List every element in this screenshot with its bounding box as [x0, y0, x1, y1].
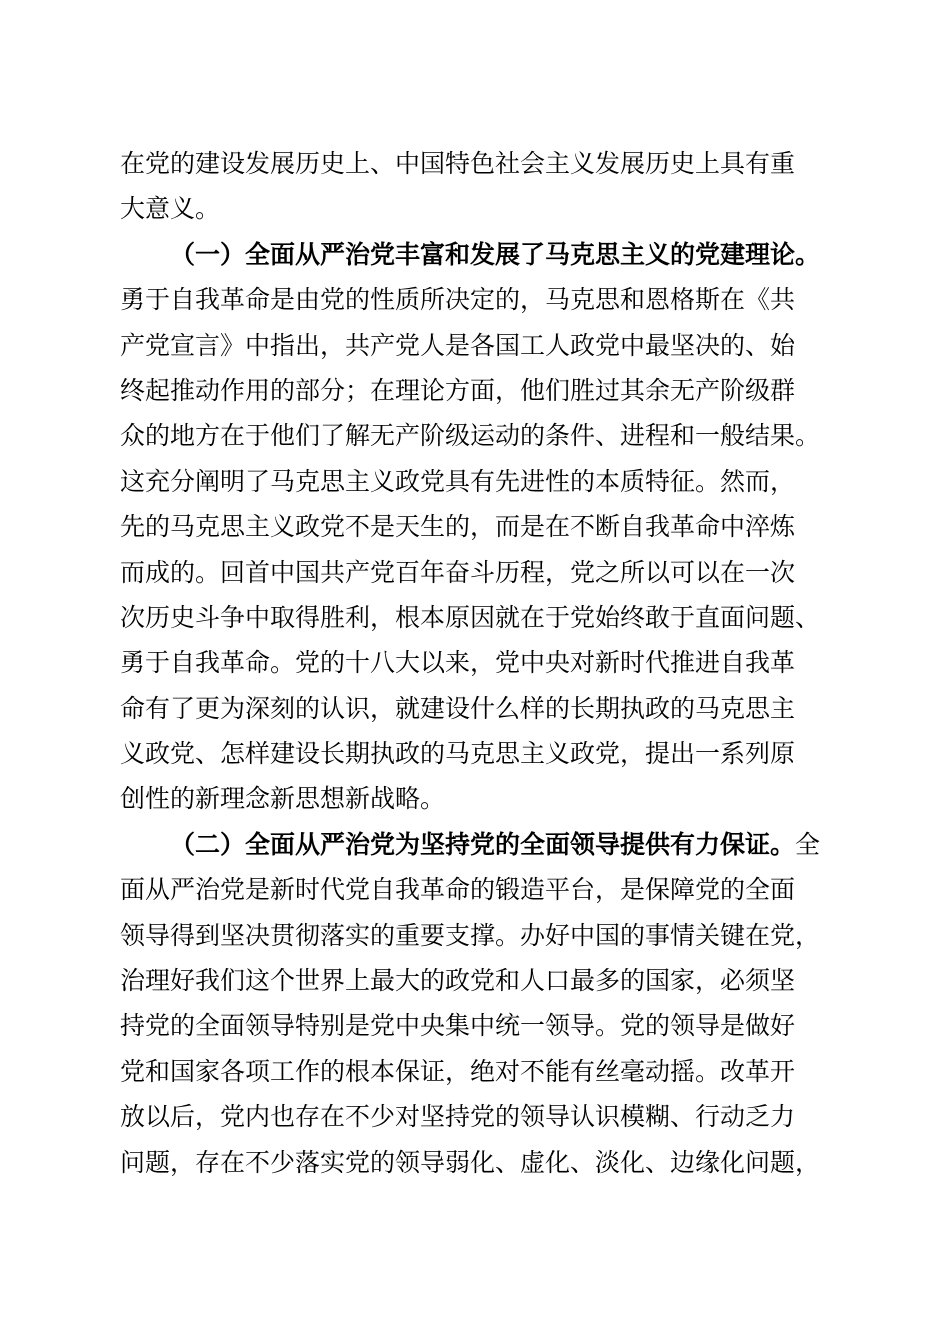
text-line: 勇于自我革命是由党的性质所决定的，马克思和恩格斯在《共 — [120, 285, 796, 315]
text-line: 先的马克思主义政党不是天生的，而是在不断自我革命中淬炼 — [120, 512, 796, 542]
section-heading-2: （二）全面从严治党为坚持党的全面领导提供有力保证。 — [170, 829, 796, 859]
document-body — [120, 141, 840, 1185]
text-line: 大意义。 — [120, 194, 221, 224]
text-line: 创性的新理念新思想新战略。 — [120, 784, 446, 814]
text-line: 终起推动作用的部分；在理论方面，他们胜过其余无产阶级群 — [120, 375, 796, 405]
section-heading-line — [120, 232, 840, 277]
text-line: 领导得到坚决贯彻落实的重要支撑。办好中国的事情关键在党， — [120, 920, 821, 950]
text-line: 众的地方在于他们了解无产阶级运动的条件、进程和一般结果。 — [120, 421, 821, 451]
text-line: 治理好我们这个世界上最大的政党和人口最多的国家，必须坚 — [120, 966, 796, 996]
text-line: 次历史斗争中取得胜利，根本原因就在于党始终敢于直面问题、 — [120, 602, 821, 632]
text-line: 产党宣言》中指出，共产党人是各国工人政党中最坚决的、始 — [120, 330, 796, 360]
text-line: 面从严治党是新时代党自我革命的锻造平台，是保障党的全面 — [120, 875, 796, 905]
text-line: 勇于自我革命。党的十八大以来，党中央对新时代推进自我革 — [120, 648, 796, 678]
text-line: 放以后，党内也存在不少对坚持党的领导认识模糊、行动乏力 — [120, 1102, 796, 1132]
text-line: 党和国家各项工作的根本保证，绝对不能有丝毫动摇。改革开 — [120, 1056, 796, 1086]
text-line: 义政党、怎样建设长期执政的马克思主义政党，提出一系列原 — [120, 739, 796, 769]
section-heading-line — [120, 822, 840, 867]
text-line: 问题，存在不少落实党的领导弱化、虚化、淡化、边缘化问题， — [120, 1147, 821, 1177]
text-line: 命有了更为深刻的认识，就建设什么样的长期执政的马克思主 — [120, 693, 796, 723]
text-line: 持党的全面领导特别是党中央集中统一领导。党的领导是做好 — [120, 1011, 796, 1041]
text-run: 全 — [795, 829, 821, 859]
text-line: 在党的建设发展历史上、中国特色社会主义发展历史上具有重 — [120, 149, 796, 178]
section-heading-1: （一）全面从严治党丰富和发展了马克思主义的党建理论。 — [170, 239, 821, 269]
text-line: 这充分阐明了马克思主义政党具有先进性的本质特征。然而， — [120, 466, 796, 496]
text-line: 而成的。回首中国共产党百年奋斗历程，党之所以可以在一次 — [120, 557, 796, 587]
